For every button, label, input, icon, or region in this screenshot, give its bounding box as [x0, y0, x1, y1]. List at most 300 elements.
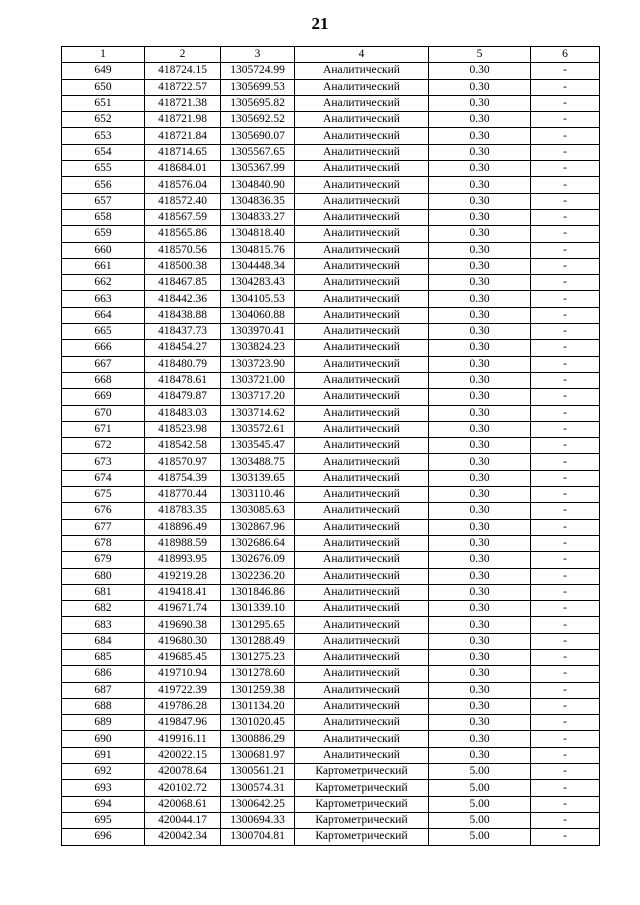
x-coordinate-cell: 419786.28: [145, 698, 221, 714]
note-cell: -: [531, 421, 600, 437]
accuracy-cell: 0.30: [429, 242, 531, 258]
table-row: [62, 552, 600, 568]
y-coordinate-cell: 1301846.86: [221, 584, 295, 600]
x-coordinate-cell: 419680.30: [145, 633, 221, 649]
x-coordinate-cell: 418565.86: [145, 226, 221, 242]
point-number-cell: 679: [62, 552, 145, 568]
method-cell: Аналитический: [295, 226, 429, 242]
y-coordinate-cell: 1303717.20: [221, 389, 295, 405]
point-number-cell: 669: [62, 389, 145, 405]
point-number-cell: 682: [62, 601, 145, 617]
table-row: [62, 633, 600, 649]
note-cell: -: [531, 470, 600, 486]
y-coordinate-cell: 1300561.21: [221, 764, 295, 780]
note-cell: -: [531, 405, 600, 421]
accuracy-cell: 0.30: [429, 144, 531, 160]
table-row: [62, 112, 600, 128]
method-cell: Аналитический: [295, 617, 429, 633]
point-number-cell: 668: [62, 372, 145, 388]
accuracy-cell: 0.30: [429, 161, 531, 177]
x-coordinate-cell: 418454.27: [145, 340, 221, 356]
accuracy-cell: 0.30: [429, 682, 531, 698]
accuracy-cell: 5.00: [429, 829, 531, 845]
accuracy-cell: 0.30: [429, 698, 531, 714]
point-number-cell: 671: [62, 421, 145, 437]
y-coordinate-cell: 1303139.65: [221, 470, 295, 486]
point-number-cell: 663: [62, 291, 145, 307]
method-cell: Аналитический: [295, 79, 429, 95]
accuracy-cell: 5.00: [429, 764, 531, 780]
page-number: 21: [311, 14, 329, 33]
y-coordinate-cell: 1303723.90: [221, 356, 295, 372]
point-number-cell: 696: [62, 829, 145, 845]
point-number-cell: 649: [62, 63, 145, 79]
table-row: [62, 470, 600, 486]
method-cell: Аналитический: [295, 389, 429, 405]
note-cell: -: [531, 161, 600, 177]
method-cell: Аналитический: [295, 95, 429, 111]
accuracy-cell: 0.30: [429, 649, 531, 665]
x-coordinate-cell: 418467.85: [145, 275, 221, 291]
method-cell: Аналитический: [295, 747, 429, 763]
note-cell: -: [531, 731, 600, 747]
note-cell: -: [531, 715, 600, 731]
note-cell: -: [531, 209, 600, 225]
point-number-cell: 677: [62, 519, 145, 535]
x-coordinate-cell: 419685.45: [145, 649, 221, 665]
table-row: [62, 503, 600, 519]
table-row: [62, 95, 600, 111]
accuracy-cell: 0.30: [429, 177, 531, 193]
point-number-cell: 651: [62, 95, 145, 111]
x-coordinate-cell: 419690.38: [145, 617, 221, 633]
method-cell: Аналитический: [295, 372, 429, 388]
y-coordinate-cell: 1304283.43: [221, 275, 295, 291]
table-row: [62, 161, 600, 177]
x-coordinate-cell: 418570.97: [145, 454, 221, 470]
note-cell: -: [531, 829, 600, 845]
x-coordinate-cell: 418714.65: [145, 144, 221, 160]
table-row: [62, 519, 600, 535]
y-coordinate-cell: 1303824.23: [221, 340, 295, 356]
x-coordinate-cell: 418770.44: [145, 487, 221, 503]
method-cell: Аналитический: [295, 503, 429, 519]
note-cell: -: [531, 95, 600, 111]
method-cell: Аналитический: [295, 242, 429, 258]
method-cell: Аналитический: [295, 666, 429, 682]
note-cell: -: [531, 633, 600, 649]
column-header-3: 3: [221, 47, 295, 63]
note-cell: -: [531, 193, 600, 209]
x-coordinate-cell: 420044.17: [145, 812, 221, 828]
accuracy-cell: 0.30: [429, 503, 531, 519]
method-cell: Аналитический: [295, 307, 429, 323]
x-coordinate-cell: 418896.49: [145, 519, 221, 535]
method-cell: Аналитический: [295, 454, 429, 470]
point-number-cell: 650: [62, 79, 145, 95]
table-row: [62, 812, 600, 828]
method-cell: Аналитический: [295, 438, 429, 454]
table-row: [62, 649, 600, 665]
table-row: [62, 780, 600, 796]
method-cell: Аналитический: [295, 161, 429, 177]
point-number-cell: 667: [62, 356, 145, 372]
accuracy-cell: 0.30: [429, 258, 531, 274]
accuracy-cell: 0.30: [429, 747, 531, 763]
table-row: [62, 796, 600, 812]
x-coordinate-cell: 419671.74: [145, 601, 221, 617]
table-row: [62, 682, 600, 698]
accuracy-cell: 0.30: [429, 715, 531, 731]
accuracy-cell: 0.30: [429, 63, 531, 79]
method-cell: Аналитический: [295, 291, 429, 307]
x-coordinate-cell: 418988.59: [145, 535, 221, 551]
x-coordinate-cell: 418437.73: [145, 324, 221, 340]
accuracy-cell: 0.30: [429, 275, 531, 291]
y-coordinate-cell: 1302676.09: [221, 552, 295, 568]
note-cell: -: [531, 796, 600, 812]
point-number-cell: 692: [62, 764, 145, 780]
accuracy-cell: 0.30: [429, 731, 531, 747]
y-coordinate-cell: 1300574.31: [221, 780, 295, 796]
y-coordinate-cell: 1300681.97: [221, 747, 295, 763]
point-number-cell: 688: [62, 698, 145, 714]
note-cell: -: [531, 764, 600, 780]
y-coordinate-cell: 1304836.35: [221, 193, 295, 209]
note-cell: -: [531, 144, 600, 160]
note-cell: -: [531, 128, 600, 144]
method-cell: Аналитический: [295, 698, 429, 714]
note-cell: -: [531, 242, 600, 258]
table-row: [62, 79, 600, 95]
point-number-cell: 665: [62, 324, 145, 340]
point-number-cell: 673: [62, 454, 145, 470]
table-row: [62, 177, 600, 193]
method-cell: Аналитический: [295, 63, 429, 79]
header-row: [62, 47, 600, 63]
point-number-cell: 670: [62, 405, 145, 421]
table-row: [62, 307, 600, 323]
note-cell: -: [531, 275, 600, 291]
table-row: [62, 454, 600, 470]
accuracy-cell: 0.30: [429, 617, 531, 633]
y-coordinate-cell: 1300886.29: [221, 731, 295, 747]
y-coordinate-cell: 1305724.99: [221, 63, 295, 79]
point-number-cell: 657: [62, 193, 145, 209]
accuracy-cell: 0.30: [429, 372, 531, 388]
point-number-cell: 652: [62, 112, 145, 128]
column-header-1: 1: [62, 47, 145, 63]
x-coordinate-cell: 419418.41: [145, 584, 221, 600]
table-row: [62, 372, 600, 388]
note-cell: -: [531, 177, 600, 193]
method-cell: Аналитический: [295, 356, 429, 372]
table-row: [62, 275, 600, 291]
x-coordinate-cell: 418442.36: [145, 291, 221, 307]
y-coordinate-cell: 1304840.90: [221, 177, 295, 193]
accuracy-cell: 0.30: [429, 307, 531, 323]
y-coordinate-cell: 1304060.88: [221, 307, 295, 323]
table-row: [62, 535, 600, 551]
method-cell: Аналитический: [295, 552, 429, 568]
point-number-cell: 690: [62, 731, 145, 747]
accuracy-cell: 5.00: [429, 796, 531, 812]
note-cell: -: [531, 812, 600, 828]
note-cell: -: [531, 112, 600, 128]
table-row: [62, 226, 600, 242]
note-cell: -: [531, 747, 600, 763]
accuracy-cell: 0.30: [429, 95, 531, 111]
x-coordinate-cell: 418721.84: [145, 128, 221, 144]
x-coordinate-cell: 418523.98: [145, 421, 221, 437]
note-cell: -: [531, 226, 600, 242]
table-row: [62, 356, 600, 372]
y-coordinate-cell: 1301259.38: [221, 682, 295, 698]
method-cell: Аналитический: [295, 682, 429, 698]
method-cell: Картометрический: [295, 812, 429, 828]
table-row: [62, 242, 600, 258]
method-cell: Аналитический: [295, 405, 429, 421]
note-cell: -: [531, 63, 600, 79]
table-row: [62, 617, 600, 633]
table-header: [62, 47, 600, 63]
method-cell: Аналитический: [295, 601, 429, 617]
point-number-cell: 661: [62, 258, 145, 274]
x-coordinate-cell: 418993.95: [145, 552, 221, 568]
accuracy-cell: 0.30: [429, 568, 531, 584]
y-coordinate-cell: 1301020.45: [221, 715, 295, 731]
accuracy-cell: 0.30: [429, 666, 531, 682]
note-cell: -: [531, 568, 600, 584]
note-cell: -: [531, 552, 600, 568]
note-cell: -: [531, 79, 600, 95]
point-number-cell: 656: [62, 177, 145, 193]
table-row: [62, 487, 600, 503]
x-coordinate-cell: 418572.40: [145, 193, 221, 209]
table-row: [62, 829, 600, 845]
method-cell: Аналитический: [295, 519, 429, 535]
point-number-cell: 689: [62, 715, 145, 731]
x-coordinate-cell: 419710.94: [145, 666, 221, 682]
accuracy-cell: 0.30: [429, 552, 531, 568]
note-cell: -: [531, 780, 600, 796]
point-number-cell: 680: [62, 568, 145, 584]
point-number-cell: 695: [62, 812, 145, 828]
coordinates-table: [61, 46, 600, 846]
point-number-cell: 659: [62, 226, 145, 242]
note-cell: -: [531, 666, 600, 682]
y-coordinate-cell: 1305567.65: [221, 144, 295, 160]
table-row: [62, 747, 600, 763]
column-header-6: 6: [531, 47, 600, 63]
accuracy-cell: 0.30: [429, 454, 531, 470]
x-coordinate-cell: 418438.88: [145, 307, 221, 323]
y-coordinate-cell: 1301275.23: [221, 649, 295, 665]
x-coordinate-cell: 419219.28: [145, 568, 221, 584]
method-cell: Аналитический: [295, 649, 429, 665]
x-coordinate-cell: 420042.34: [145, 829, 221, 845]
y-coordinate-cell: 1304105.53: [221, 291, 295, 307]
note-cell: -: [531, 389, 600, 405]
note-cell: -: [531, 584, 600, 600]
x-coordinate-cell: 418721.38: [145, 95, 221, 111]
table-row: [62, 421, 600, 437]
table-row: [62, 144, 600, 160]
y-coordinate-cell: 1302236.20: [221, 568, 295, 584]
y-coordinate-cell: 1301339.10: [221, 601, 295, 617]
y-coordinate-cell: 1304833.27: [221, 209, 295, 225]
table-body: [62, 63, 600, 845]
accuracy-cell: 0.30: [429, 535, 531, 551]
x-coordinate-cell: 420068.61: [145, 796, 221, 812]
table-row: [62, 601, 600, 617]
x-coordinate-cell: 418483.03: [145, 405, 221, 421]
accuracy-cell: 0.30: [429, 584, 531, 600]
note-cell: -: [531, 487, 600, 503]
y-coordinate-cell: 1303085.63: [221, 503, 295, 519]
column-header-2: 2: [145, 47, 221, 63]
x-coordinate-cell: 419916.11: [145, 731, 221, 747]
note-cell: -: [531, 258, 600, 274]
y-coordinate-cell: 1301278.60: [221, 666, 295, 682]
method-cell: Аналитический: [295, 470, 429, 486]
x-coordinate-cell: 418567.59: [145, 209, 221, 225]
table-row: [62, 324, 600, 340]
point-number-cell: 685: [62, 649, 145, 665]
note-cell: -: [531, 698, 600, 714]
note-cell: -: [531, 324, 600, 340]
note-cell: -: [531, 307, 600, 323]
point-number-cell: 674: [62, 470, 145, 486]
y-coordinate-cell: 1305692.52: [221, 112, 295, 128]
point-number-cell: 662: [62, 275, 145, 291]
y-coordinate-cell: 1300694.33: [221, 812, 295, 828]
accuracy-cell: 0.30: [429, 340, 531, 356]
note-cell: -: [531, 617, 600, 633]
table-row: [62, 698, 600, 714]
point-number-cell: 654: [62, 144, 145, 160]
point-number-cell: 664: [62, 307, 145, 323]
table-row: [62, 258, 600, 274]
y-coordinate-cell: 1304815.76: [221, 242, 295, 258]
x-coordinate-cell: 418479.87: [145, 389, 221, 405]
method-cell: Аналитический: [295, 193, 429, 209]
point-number-cell: 655: [62, 161, 145, 177]
x-coordinate-cell: 418500.38: [145, 258, 221, 274]
y-coordinate-cell: 1305695.82: [221, 95, 295, 111]
x-coordinate-cell: 418724.15: [145, 63, 221, 79]
x-coordinate-cell: 420102.72: [145, 780, 221, 796]
x-coordinate-cell: 418783.35: [145, 503, 221, 519]
table-row: [62, 438, 600, 454]
accuracy-cell: 0.30: [429, 79, 531, 95]
x-coordinate-cell: 418721.98: [145, 112, 221, 128]
method-cell: Аналитический: [295, 584, 429, 600]
x-coordinate-cell: 418480.79: [145, 356, 221, 372]
column-header-4: 4: [295, 47, 429, 63]
method-cell: Аналитический: [295, 258, 429, 274]
table-row: [62, 584, 600, 600]
method-cell: Аналитический: [295, 535, 429, 551]
method-cell: Картометрический: [295, 829, 429, 845]
accuracy-cell: 0.30: [429, 193, 531, 209]
note-cell: -: [531, 372, 600, 388]
table-row: [62, 731, 600, 747]
table-row: [62, 389, 600, 405]
x-coordinate-cell: 418542.58: [145, 438, 221, 454]
accuracy-cell: 0.30: [429, 291, 531, 307]
table-row: [62, 63, 600, 79]
accuracy-cell: 5.00: [429, 780, 531, 796]
accuracy-cell: 0.30: [429, 470, 531, 486]
point-number-cell: 693: [62, 780, 145, 796]
table-row: [62, 340, 600, 356]
accuracy-cell: 0.30: [429, 128, 531, 144]
method-cell: Картометрический: [295, 796, 429, 812]
table-row: [62, 291, 600, 307]
point-number-cell: 678: [62, 535, 145, 551]
method-cell: Аналитический: [295, 209, 429, 225]
x-coordinate-cell: 419847.96: [145, 715, 221, 731]
x-coordinate-cell: 420022.15: [145, 747, 221, 763]
accuracy-cell: 0.30: [429, 112, 531, 128]
y-coordinate-cell: 1302686.64: [221, 535, 295, 551]
y-coordinate-cell: 1301295.65: [221, 617, 295, 633]
x-coordinate-cell: 418576.04: [145, 177, 221, 193]
point-number-cell: 672: [62, 438, 145, 454]
method-cell: Аналитический: [295, 633, 429, 649]
point-number-cell: 658: [62, 209, 145, 225]
method-cell: Аналитический: [295, 715, 429, 731]
point-number-cell: 686: [62, 666, 145, 682]
point-number-cell: 660: [62, 242, 145, 258]
table-row: [62, 209, 600, 225]
y-coordinate-cell: 1305367.99: [221, 161, 295, 177]
y-coordinate-cell: 1303545.47: [221, 438, 295, 454]
note-cell: -: [531, 649, 600, 665]
note-cell: -: [531, 503, 600, 519]
table-row: [62, 715, 600, 731]
y-coordinate-cell: 1303714.62: [221, 405, 295, 421]
method-cell: Аналитический: [295, 128, 429, 144]
accuracy-cell: 0.30: [429, 519, 531, 535]
note-cell: -: [531, 454, 600, 470]
method-cell: Аналитический: [295, 568, 429, 584]
y-coordinate-cell: 1303721.00: [221, 372, 295, 388]
accuracy-cell: 0.30: [429, 421, 531, 437]
note-cell: -: [531, 535, 600, 551]
point-number-cell: 694: [62, 796, 145, 812]
note-cell: -: [531, 356, 600, 372]
method-cell: Аналитический: [295, 731, 429, 747]
y-coordinate-cell: 1303572.61: [221, 421, 295, 437]
y-coordinate-cell: 1301134.20: [221, 698, 295, 714]
y-coordinate-cell: 1300642.25: [221, 796, 295, 812]
point-number-cell: 691: [62, 747, 145, 763]
note-cell: -: [531, 682, 600, 698]
point-number-cell: 687: [62, 682, 145, 698]
method-cell: Картометрический: [295, 764, 429, 780]
accuracy-cell: 0.30: [429, 438, 531, 454]
method-cell: Аналитический: [295, 324, 429, 340]
y-coordinate-cell: 1304448.34: [221, 258, 295, 274]
accuracy-cell: 0.30: [429, 389, 531, 405]
point-number-cell: 681: [62, 584, 145, 600]
x-coordinate-cell: 420078.64: [145, 764, 221, 780]
y-coordinate-cell: 1304818.40: [221, 226, 295, 242]
accuracy-cell: 0.30: [429, 601, 531, 617]
y-coordinate-cell: 1303110.46: [221, 487, 295, 503]
